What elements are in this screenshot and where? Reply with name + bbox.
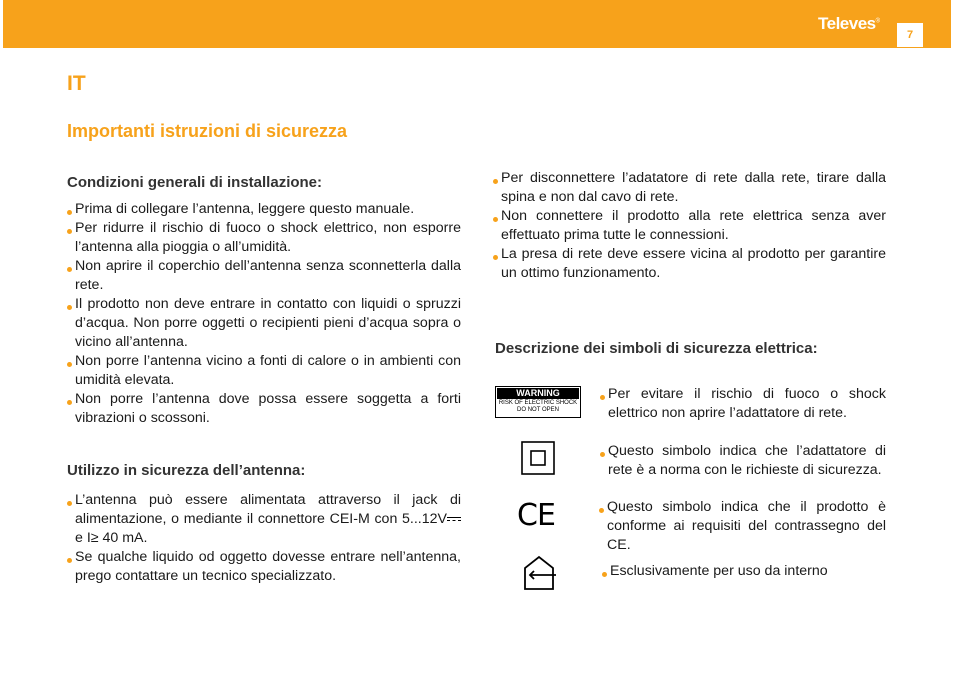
symbol-item-insulation	[608, 442, 886, 480]
list-item: Non aprire il coperchio dell’antenna senza sconnetterla dalla rete.	[67, 257, 461, 295]
usage-list	[67, 491, 461, 586]
brand-name: Televes	[818, 14, 876, 33]
symbol-description: Per evitare il rischio di fuoco o shock elettrico non aprire l’adattatore di rete.	[608, 386, 886, 421]
installation-heading: Condizioni generali di installazione:	[67, 174, 323, 191]
list-item: Prima di collegare l’antenna, leggere questo manuale.	[67, 200, 461, 219]
mains-list	[493, 169, 886, 283]
brand-registered-mark: ®	[875, 18, 880, 25]
list-item: Non connettere il prodotto alla rete elettrica senza aver effettuato prima tutte le connessioni.	[493, 207, 886, 245]
warning-subtext-1: RISK OF ELECTRIC SHOCK	[498, 400, 578, 406]
double-insulation-icon	[521, 441, 555, 475]
usage-heading: Utilizzo in sicurezza dell’antenna:	[67, 462, 306, 479]
symbol-item-warning	[608, 385, 886, 423]
list-item	[67, 491, 461, 548]
symbol-description: Esclusivamente per uso da interno	[610, 563, 828, 579]
page-title: Importanti istruzioni di sicurezza	[67, 121, 348, 141]
list-item: Non porre l’antenna dove possa essere soggetta a forti vibrazioni o scossoni.	[67, 390, 461, 428]
bullet-icon	[600, 452, 605, 457]
indoor-use-icon	[522, 555, 558, 591]
symbols-heading: Descrizione dei simboli di sicurezza elettrica:	[495, 340, 818, 357]
symbol-item-indoor	[610, 562, 886, 581]
list-item: Per disconnettere l’adatatore di rete dalla rete, tirare dalla spina e non dal cavo di rete.	[493, 169, 886, 207]
usage-item-text: L’antenna può essere alimentata attraverso il jack di alimentazione, o mediante il connettore CEI-M con 5...12V	[75, 492, 461, 527]
list-item: Se qualche liquido od oggetto dovesse entrare nell’antenna, prego contattare un tecnico specializzato.	[67, 548, 461, 586]
language-code: IT	[67, 72, 86, 95]
installation-list	[67, 200, 461, 428]
symbol-description: Questo simbolo indica che il prodotto è conforme ai requisiti del contrassegno del CE.	[607, 499, 886, 553]
dc-symbol-icon	[447, 515, 461, 523]
list-item: Per ridurre il rischio di fuoco o shock elettrico, non esporre l’antenna alla pioggia o all’umidità.	[67, 219, 461, 257]
symbol-item-ce	[607, 498, 886, 555]
ce-mark-icon: CE	[517, 498, 555, 533]
usage-item-text-end: e I≥ 40 mA.	[75, 530, 148, 546]
bullet-icon	[600, 395, 605, 400]
warning-label-text: WARNING	[497, 388, 579, 399]
brand-logo	[818, 14, 880, 34]
bullet-icon	[599, 508, 604, 513]
page-number: 7	[897, 23, 923, 47]
list-item: Il prodotto non deve entrare in contatto con liquidi o spruzzi d’acqua. Non porre oggetti o recipienti pieni d’acqua sopra o vicino all’antenna.	[67, 295, 461, 352]
list-item: La presa di rete deve essere vicina al prodotto per garantire un ottimo funzionamento.	[493, 245, 886, 283]
bullet-icon	[602, 572, 607, 577]
header-bar	[3, 0, 951, 48]
symbol-description: Questo simbolo indica che l’adattatore di rete è a norma con le richieste di sicurezza.	[608, 443, 886, 478]
warning-subtext-2: DO NOT OPEN	[517, 407, 559, 413]
warning-label-icon	[495, 386, 581, 418]
list-item: Non porre l’antenna vicino a fonti di calore o in ambienti con umidità elevata.	[67, 352, 461, 390]
